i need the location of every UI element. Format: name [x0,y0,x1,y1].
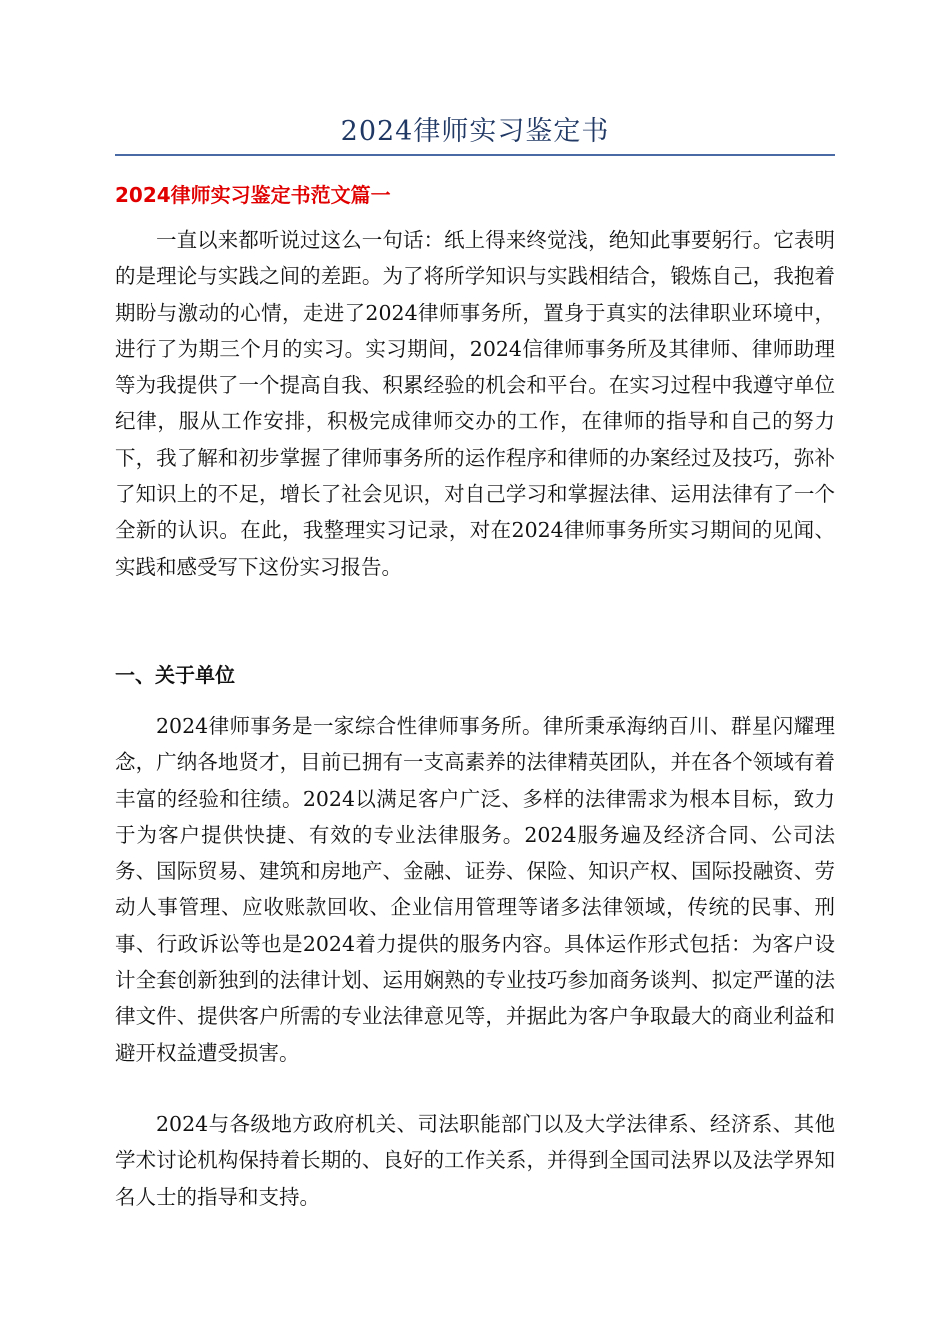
section-heading-about-unit: 一、关于单位 [115,663,235,687]
sample-heading: 2024律师实习鉴定书范文篇一 [115,183,391,207]
paragraph-intro: 一直以来都听说过这么一句话：纸上得来终觉浅，绝知此事要躬行。它表明的是理论与实践之间的差距。为了将所学知识与实践相结合，锻炼自己，我抱着期盼与激动的心情，走进了2024律师事务所，置身于真实的法律职业环境中，进行了为期三个月的实习。实习期间，2024信律师事务所及其律师、律师助理等为我提供了一个提高自我、积累经验的机会和平台。在实习过程中我遵守单位纪律，服从工作安排，积极完成律师交办的工作，在律师的指导和自己的努力下，我了解和初步掌握了律师事务所的运作程序和律师的办案经过及技巧，弥补了知识上的不足，增长了社会见识，对自己学习和掌握法律、运用法律有了一个全新的认识。在此，我整理实习记录，对在2024律师事务所实习期间的见闻、实践和感受写下这份实习报告。 [115,228,835,579]
paragraph-firm-overview: 2024律师事务是一家综合性律师事务所。律所秉承海纳百川、群星闪耀理念，广纳各地贤才，目前已拥有一支高素养的法律精英团队，并在各个领域有着丰富的经验和往绩。2024以满足客户广泛、多样的法律需求为根本目标，致力于为客户提供快捷、有效的专业法律服务。2024服务遍及经济合同、公司法务、国际贸易、建筑和房地产、金融、证券、保险、知识产权、国际投融资、劳动人事管理、应收账款回收、企业信用管理等诸多法律领域，传统的民事、刑事、行政诉讼等也是2024着力提供的服务内容。具体运作形式包括：为客户设计全套创新独到的法律计划、运用娴熟的专业技巧参加商务谈判、拟定严谨的法律文件、提供客户所需的专业法律意见等，并据此为客户争取最大的商业利益和避开权益遭受损害。 [115,714,835,1065]
document-title: 2024律师实习鉴定书 [340,116,610,147]
title-underline [115,154,835,156]
paragraph-relations: 2024与各级地方政府机关、司法职能部门以及大学法律系、经济系、其他学术讨论机构保持着长期的、良好的工作关系，并得到全国司法界以及法学界知名人士的指导和支持。 [115,1112,835,1209]
